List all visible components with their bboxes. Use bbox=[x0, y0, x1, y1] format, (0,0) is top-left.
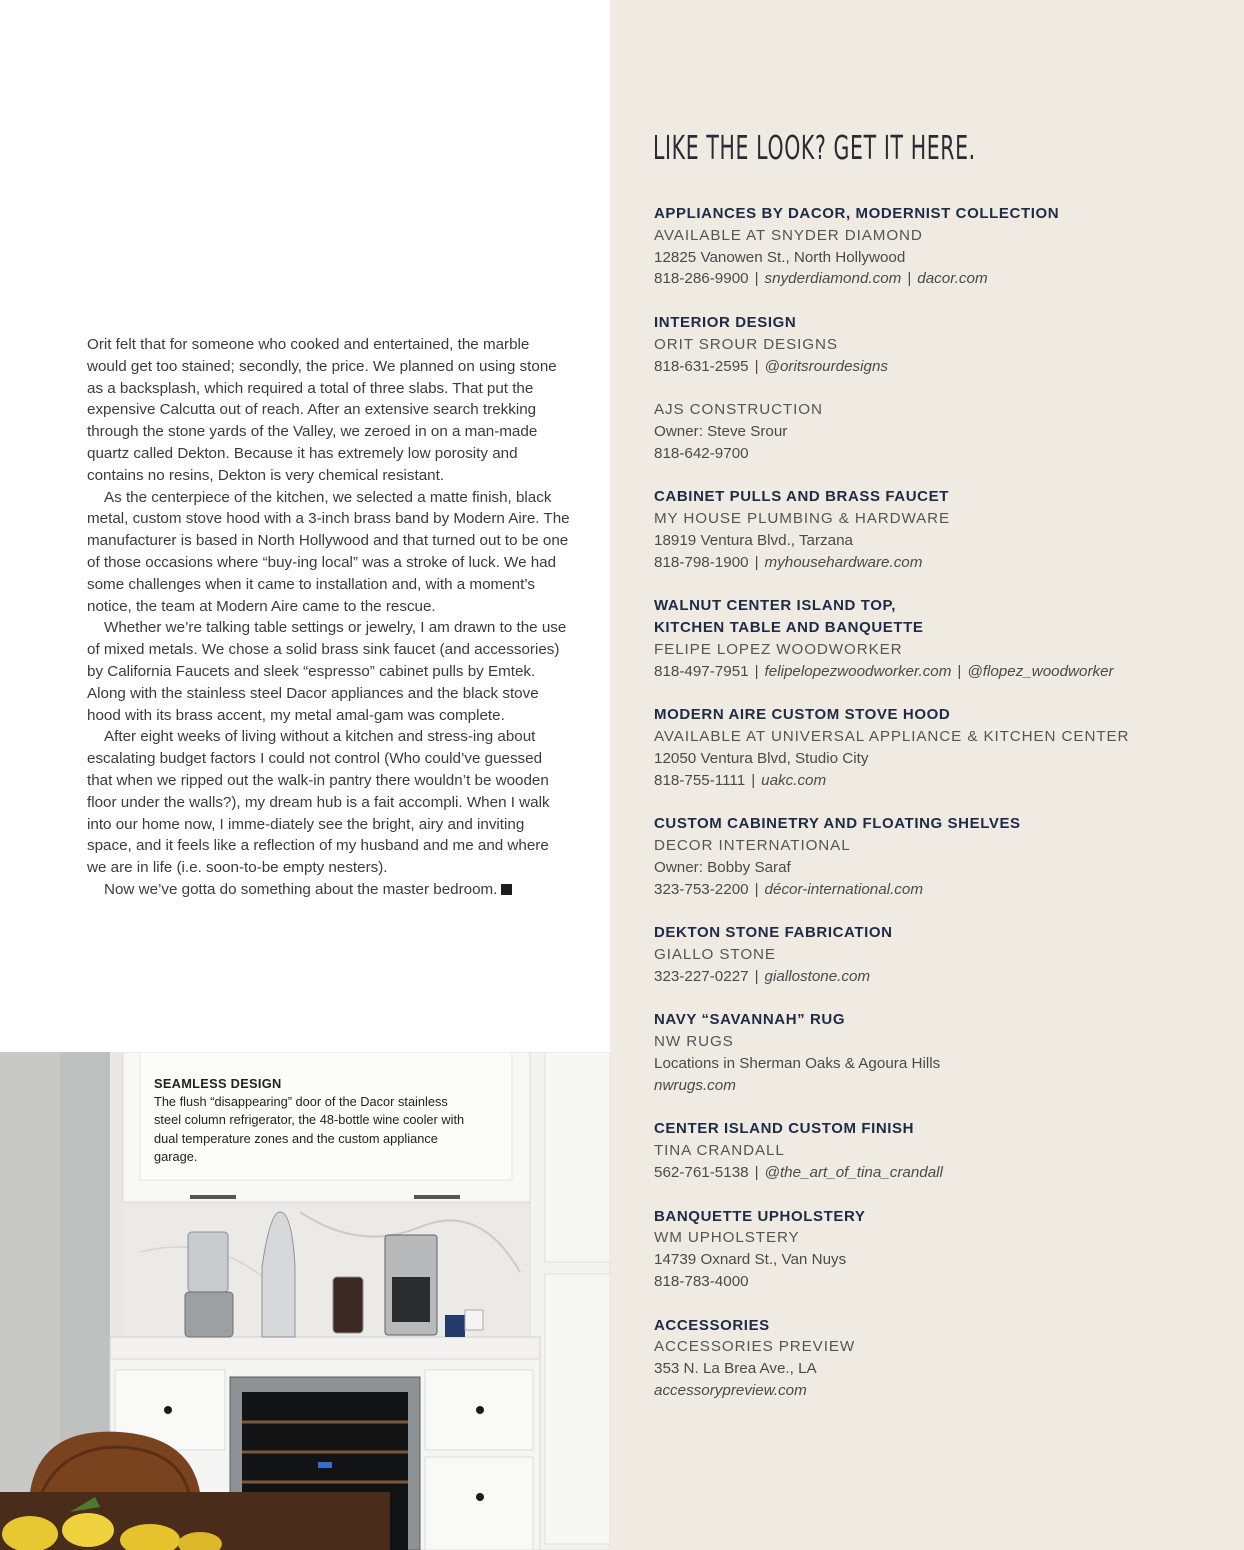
source-entry bbox=[654, 813, 1224, 900]
source-company: DECOR INTERNATIONAL bbox=[654, 837, 851, 855]
source-text: 818-798-1900 bbox=[654, 553, 749, 571]
photo-caption bbox=[154, 1075, 474, 1166]
source-entry bbox=[654, 399, 1224, 464]
source-text: 323-227-0227 bbox=[654, 967, 749, 985]
source-link[interactable]: @the_art_of_tina_crandall bbox=[764, 1164, 943, 1182]
sources-list bbox=[654, 203, 1224, 1424]
source-heading: MODERN AIRE CUSTOM STOVE HOOD bbox=[654, 706, 951, 724]
source-text: 353 N. La Brea Ave., LA bbox=[654, 1360, 817, 1378]
source-text: Owner: Steve Srour bbox=[654, 422, 788, 440]
article-paragraph: Orit felt that for someone who cooked and entertained, the marble would get too stained; secondly, the price. We planned on using stone as a backsplash, which required a total of three slabs. That put the expensive Calcutta out of reach. After an extensive search trekking through the stone yards of the Valley, we zeroed in on a man-made quartz called Dekton. Because it has extremely low porosity and contains no resins, Dekton is very chemical resistant. bbox=[87, 336, 557, 484]
separator: | bbox=[754, 553, 759, 571]
source-detail-line bbox=[654, 268, 1224, 290]
source-company: WM UPHOLSTERY bbox=[654, 1229, 800, 1247]
source-entry bbox=[654, 704, 1224, 791]
source-link[interactable]: myhousehardware.com bbox=[764, 553, 923, 571]
source-text: 818-286-9900 bbox=[654, 270, 749, 288]
separator: | bbox=[754, 967, 759, 985]
source-text: 562-761-5138 bbox=[654, 1164, 749, 1182]
source-entry bbox=[654, 203, 1224, 290]
source-text: 818-755-1111 bbox=[654, 771, 746, 789]
separator: | bbox=[957, 662, 962, 680]
separator: | bbox=[754, 662, 759, 680]
source-heading: CENTER ISLAND CUSTOM FINISH bbox=[654, 1120, 915, 1138]
caption-title: SEAMLESS DESIGN bbox=[154, 1076, 282, 1091]
source-text: 818-497-7951 bbox=[654, 662, 749, 680]
end-mark-icon bbox=[501, 884, 512, 895]
source-company: AVAILABLE AT UNIVERSAL APPLIANCE & KITCHEN CENTER bbox=[654, 728, 1130, 746]
source-entry bbox=[654, 595, 1224, 682]
source-detail-line bbox=[654, 1358, 1224, 1380]
source-heading: ACCESSORIES bbox=[654, 1316, 770, 1334]
source-detail-line bbox=[654, 966, 1224, 988]
source-text: 12825 Vanowen St., North Hollywood bbox=[654, 248, 906, 266]
source-detail-line bbox=[654, 857, 1224, 879]
source-detail-line bbox=[654, 770, 1224, 792]
source-entry bbox=[654, 922, 1224, 987]
source-detail-line bbox=[654, 552, 1224, 574]
source-text: 12050 Ventura Blvd, Studio City bbox=[654, 749, 869, 767]
source-link[interactable]: felipelopezwoodworker.com bbox=[764, 662, 952, 680]
source-company: NW RUGS bbox=[654, 1033, 734, 1051]
source-entry bbox=[654, 312, 1224, 377]
source-link[interactable]: décor-international.com bbox=[764, 880, 923, 898]
source-entry bbox=[654, 1315, 1224, 1402]
source-detail-line bbox=[654, 356, 1224, 378]
source-detail-line bbox=[654, 748, 1224, 770]
source-detail-line bbox=[654, 1271, 1224, 1293]
source-company: MY HOUSE PLUMBING & HARDWARE bbox=[654, 510, 951, 528]
source-detail-line bbox=[654, 247, 1224, 269]
source-text: 818-631-2595 bbox=[654, 357, 749, 375]
source-detail-line bbox=[654, 879, 1224, 901]
source-heading: CUSTOM CABINETRY AND FLOATING SHELVES bbox=[654, 815, 1021, 833]
source-company: GIALLO STONE bbox=[654, 946, 776, 964]
article-paragraph: Whether we’re talking table settings or jewelry, I am drawn to the use of mixed metals. We chose a solid brass sink faucet (and accessories) by California Faucets and sleek “espresso” cabinet pulls by Emtek. Along with the stainless steel Dacor appliances and the black stove hood with its brass accent, my metal amal-gam was complete. bbox=[87, 619, 567, 724]
source-heading: WALNUT CENTER ISLAND TOP, bbox=[654, 597, 896, 615]
article-paragraph: After eight weeks of living without a kitchen and stress-ing about escalating budget factors I could not control (Who could’ve guessed that when we ripped out the walk-in pantry there wouldn’t be wooden floor under the walls?), my dream hub is a fait accompli. When I walk into our home now, I imme-diately see the bright, airy and inviting space, and it feels like a reflection of my husband and me and where we are in life (i.e. soon-to-be empty nesters). bbox=[87, 728, 550, 877]
source-company: TINA CRANDALL bbox=[654, 1142, 785, 1160]
separator: | bbox=[907, 270, 912, 288]
source-link[interactable]: @flopez_woodworker bbox=[967, 662, 1114, 680]
source-text: Owner: Bobby Saraf bbox=[654, 858, 791, 876]
source-heading: NAVY “SAVANNAH” RUG bbox=[654, 1011, 846, 1029]
sidebar-title: LIKE THE LOOK? GET IT HERE. bbox=[653, 128, 976, 167]
source-detail-line bbox=[654, 421, 1224, 443]
source-text: Locations in Sherman Oaks & Agoura Hills bbox=[654, 1055, 941, 1073]
separator: | bbox=[751, 771, 756, 789]
source-detail-line bbox=[654, 443, 1224, 465]
source-text: 18919 Ventura Blvd., Tarzana bbox=[654, 531, 853, 549]
source-detail-line bbox=[654, 1249, 1224, 1271]
source-heading: APPLIANCES BY DACOR, MODERNIST COLLECTION bbox=[654, 205, 1060, 222]
source-entry bbox=[654, 1118, 1224, 1183]
separator: | bbox=[754, 880, 759, 898]
source-link[interactable]: giallostone.com bbox=[764, 967, 871, 985]
source-detail-line bbox=[654, 530, 1224, 552]
source-text: 323-753-2200 bbox=[654, 880, 749, 898]
separator: | bbox=[754, 1164, 759, 1182]
source-heading: DEKTON STONE FABRICATION bbox=[654, 924, 893, 942]
source-link[interactable]: accessorypreview.com bbox=[654, 1382, 807, 1400]
caption-text: The flush “disappearing” door of the Dacor stainless steel column refrigerator, the 48-bottle wine cooler with dual temperature zones and the custom appliance garage. bbox=[154, 1094, 465, 1164]
article-body bbox=[87, 334, 570, 901]
source-heading: INTERIOR DESIGN bbox=[654, 313, 797, 331]
source-detail-line bbox=[654, 1380, 1224, 1402]
source-detail-line bbox=[654, 1075, 1224, 1097]
source-link[interactable]: dacor.com bbox=[917, 270, 988, 288]
source-text: 818-783-4000 bbox=[654, 1273, 749, 1291]
source-entry bbox=[654, 486, 1224, 573]
source-link[interactable]: nwrugs.com bbox=[654, 1076, 736, 1094]
source-company: ORIT SROUR DESIGNS bbox=[654, 335, 838, 353]
article-paragraph-text: Now we’ve gotta do something about the master bedroom. bbox=[104, 880, 498, 898]
separator: | bbox=[754, 270, 759, 288]
source-company: AVAILABLE AT SNYDER DIAMOND bbox=[654, 226, 923, 244]
source-detail-line bbox=[654, 661, 1224, 683]
article-paragraph-last bbox=[87, 879, 570, 901]
source-link[interactable]: snyderdiamond.com bbox=[764, 270, 902, 288]
source-company: AJS CONSTRUCTION bbox=[654, 401, 823, 419]
source-entry bbox=[654, 1009, 1224, 1096]
separator: | bbox=[754, 357, 759, 375]
source-heading: CABINET PULLS AND BRASS FAUCET bbox=[654, 488, 949, 506]
source-link[interactable]: @oritsrourdesigns bbox=[764, 357, 889, 375]
source-company: ACCESSORIES PREVIEW bbox=[654, 1338, 856, 1356]
source-link[interactable]: uakc.com bbox=[761, 771, 827, 789]
source-detail-line bbox=[654, 1053, 1224, 1075]
source-text: 818-642-9700 bbox=[654, 444, 749, 462]
article-paragraph: As the centerpiece of the kitchen, we selected a matte finish, black metal, custom stove hood with a 3-inch brass band by Modern Aire. The manufacturer is based in North Hollywood and that turned out to be one of those occasions where “buy-ing local” was a stroke of luck. We had some challenges when it came to installation and, with a moment’s notice, the team at Modern Aire came to the rescue. bbox=[87, 488, 570, 615]
source-heading: BANQUETTE UPHOLSTERY bbox=[654, 1207, 866, 1225]
source-text: 14739 Oxnard St., Van Nuys bbox=[654, 1251, 847, 1269]
source-entry bbox=[654, 1206, 1224, 1293]
source-company: FELIPE LOPEZ WOODWORKER bbox=[654, 640, 903, 658]
source-detail-line bbox=[654, 1162, 1224, 1184]
source-heading: KITCHEN TABLE AND BANQUETTE bbox=[654, 619, 924, 637]
